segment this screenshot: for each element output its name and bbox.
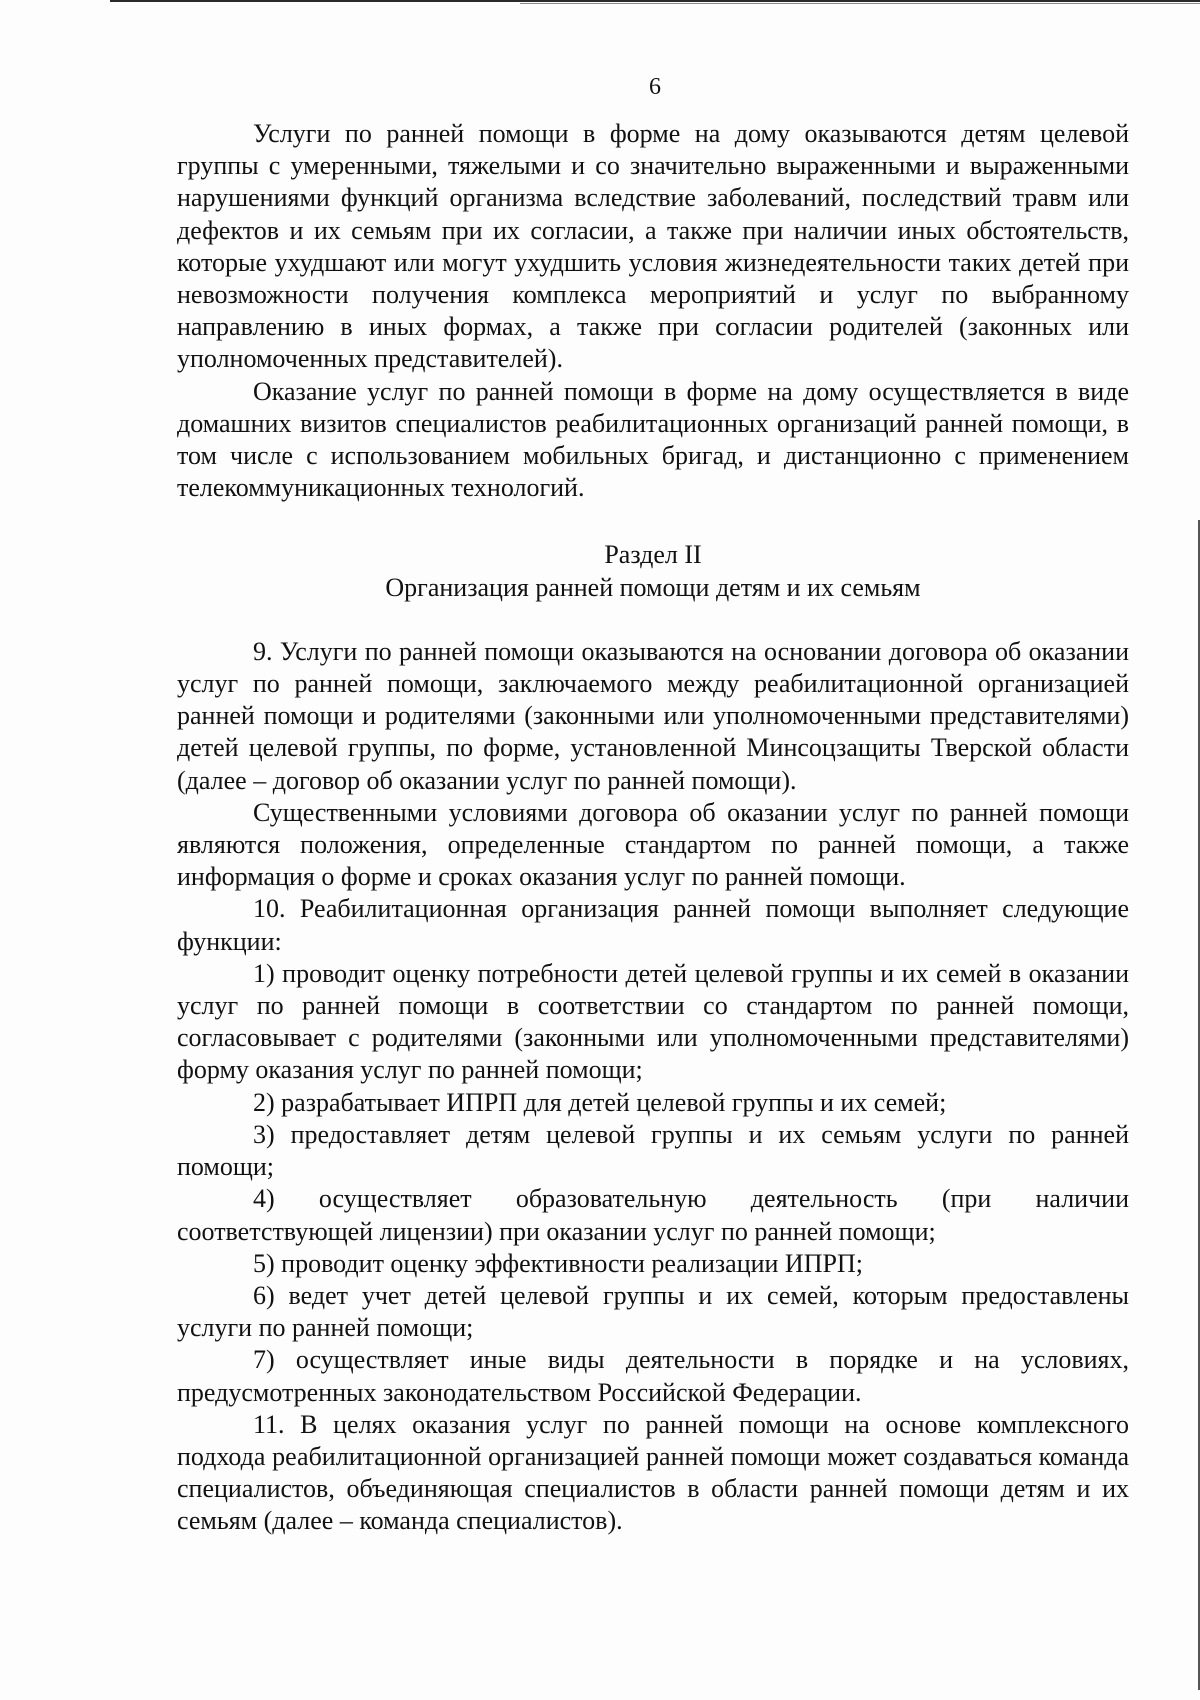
list-item: 1) проводит оценку потребности детей целевой группы и их семей в оказании услуг по ранней помощи в соответствии со стандартом по ранней помощи, согласовывает с родителями (законными или уполномоченными представителями) форму оказания услуг по ранней помощи;: [177, 958, 1129, 1085]
list-item: 6) ведет учет детей целевой группы и их семей, которым предоставлены услуги по ранней помощи;: [177, 1280, 1129, 1343]
list-item: 3) предоставляет детям целевой группы и их семьям услуги по ранней помощи;: [177, 1119, 1129, 1182]
section-title: Организация ранней помощи детям и их семьям: [385, 572, 921, 602]
list-item: 7) осуществляет иные виды деятельности в порядке и на условиях, предусмотренных законодательством Российской Федерации.: [177, 1345, 1129, 1407]
paragraph: Услуги по ранней помощи в форме на дому оказываются детям целевой группы с умеренными, тяжелыми и со значительно выраженными и выраженными нарушениями функций организма вследствие заболеваний, последствий травм или дефектов и их семьям при их согласии, а также при наличии иных обстоятельств, которые ухудшают или могут ухудшить условия жизнедеятельности таких детей при невозможности получения комплекса мероприятий и услуг по выбранному направлению в иных формах, а также при согласии родителей (законных или уполномоченных представителей).: [177, 119, 1129, 374]
paragraph: 10. Реабилитационная организация ранней помощи выполняет следующие функции:: [177, 894, 1129, 956]
scan-top-edge: [110, 0, 1200, 2]
document-body: [177, 118, 1129, 1538]
scan-top-edge-secondary: [520, 3, 1200, 4]
section-number: Раздел II: [604, 540, 702, 570]
list-item: 5) проводит оценку эффективности реализации ИПРП;: [253, 1248, 863, 1278]
paragraph: 11. В целях оказания услуг по ранней помощи на основе комплексного подхода реабилитационной организацией ранней помощи может создаваться команда специалистов, объединяющая специалистов в области ранней помощи детям и их семьям (далее – команда специалистов).: [177, 1409, 1129, 1536]
list-item: 2) разрабатывает ИПРП для детей целевой группы и их семей;: [253, 1087, 947, 1117]
list-item: 4) осуществляет образовательную деятельность (при наличии соответствующей лицензии) при оказании услуг по ранней помощи;: [177, 1184, 1129, 1246]
paragraph: Оказание услуг по ранней помощи в форме на дому осуществляется в виде домашних визитов специалистов реабилитационных организаций ранней помощи, в том числе с использованием мобильных бригад, и дистанционно с применением телекоммуникационных технологий.: [177, 376, 1129, 503]
paragraph: 9. Услуги по ранней помощи оказываются на основании договора об оказании услуг по ранней помощи, заключаемого между реабилитационной организацией ранней помощи и родителями (законными или уполномоченными представителями) детей целевой группы, по форме, установленной Минсоцзащиты Тверской области (далее – договор об оказании услуг по ранней помощи).: [177, 636, 1129, 795]
paragraph: Существенными условиями договора об оказании услуг по ранней помощи являются положения, определенные стандартом по ранней помощи, а также информация о форме и сроках оказания услуг по ранней помощи.: [177, 797, 1129, 892]
page-number: 6: [649, 74, 661, 100]
